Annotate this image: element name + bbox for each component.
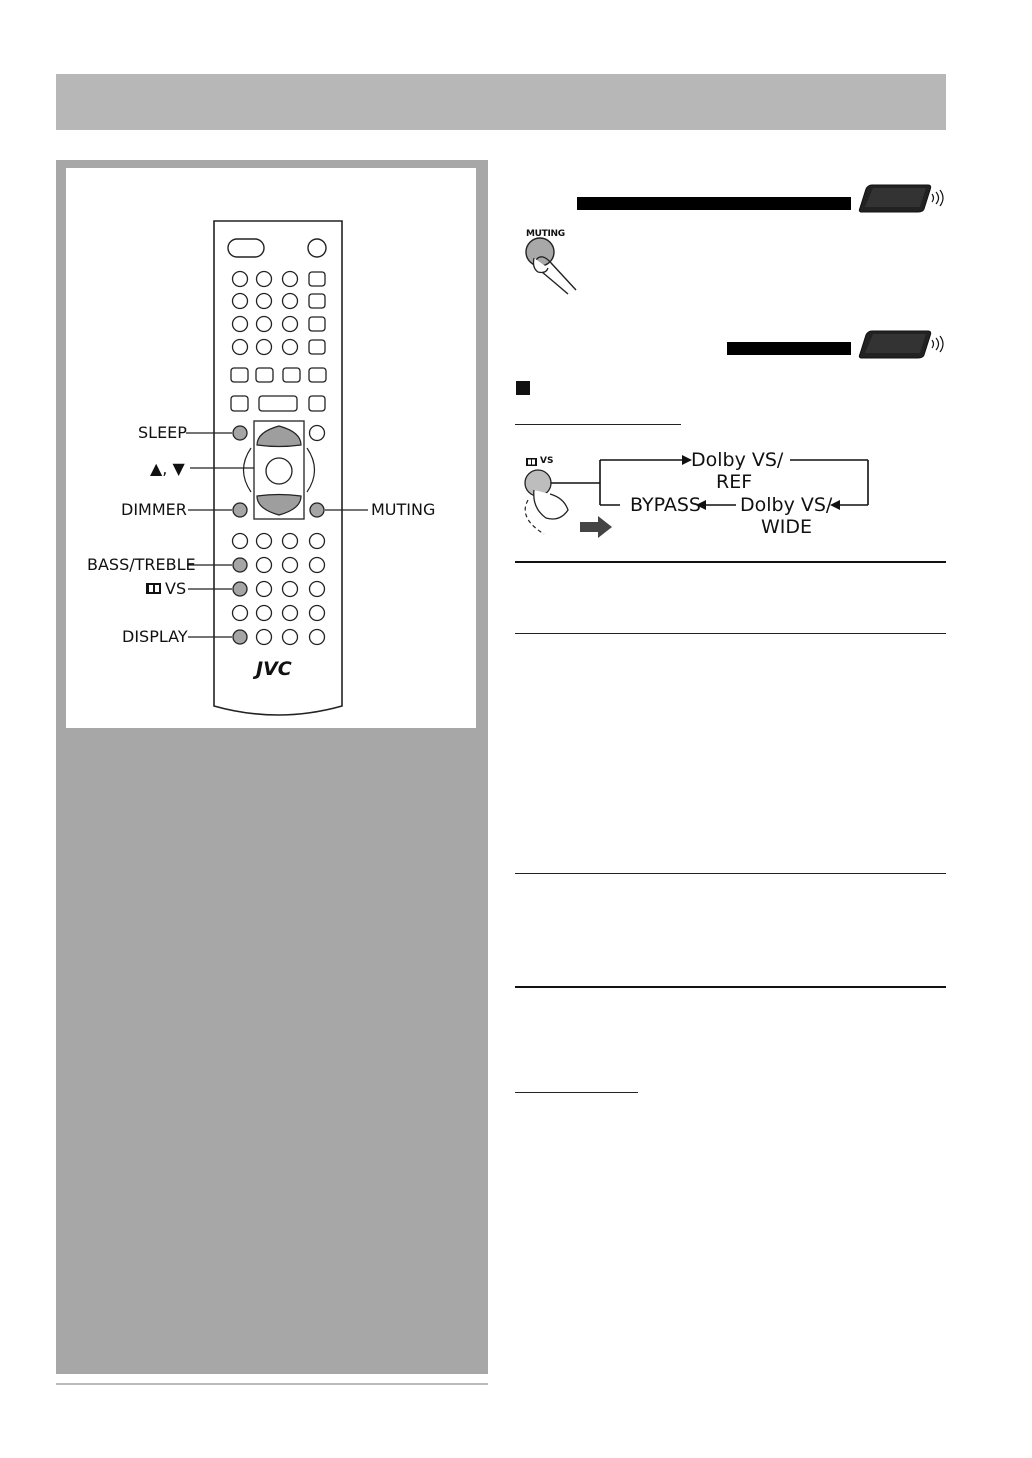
subheading-underline	[515, 424, 681, 425]
cursor-enter-button	[266, 458, 292, 484]
remote-round-button	[310, 606, 325, 621]
remote-square-button	[309, 317, 325, 331]
muting-button-caption: MUTING	[526, 229, 565, 239]
slide-arrow-icon	[580, 516, 612, 538]
small-dolby-logo-icon	[526, 458, 537, 466]
remote-round-button	[233, 272, 248, 287]
remote-round-button	[283, 272, 298, 287]
dimmer-button	[233, 503, 247, 517]
remote-round-button	[283, 606, 298, 621]
section-divider-1	[515, 561, 946, 563]
display-button	[233, 630, 247, 644]
section-divider-3	[515, 873, 946, 874]
remote-small-rect-button	[309, 396, 325, 411]
sleep-label: SLEEP	[138, 423, 187, 442]
flow-dolby-ref-line2: REF	[716, 471, 753, 493]
dimmer-label: DIMMER	[121, 500, 187, 519]
flow-bypass: BYPASS	[630, 494, 701, 516]
remote-round-button	[283, 582, 298, 597]
bass-treble-label: BASS/TREBLE	[87, 555, 196, 574]
display-label: DISPLAY	[122, 627, 188, 646]
remote-round-button	[283, 558, 298, 573]
remote-round-button	[257, 606, 272, 621]
muting-button	[310, 503, 324, 517]
remote-round-button	[257, 317, 272, 332]
remote-small-rect-button	[256, 368, 273, 382]
hand-icon	[534, 490, 568, 519]
muting-label: MUTING	[371, 500, 436, 519]
remote-power-button	[308, 239, 326, 257]
remote-square-button	[309, 272, 325, 286]
remote-round-button	[233, 294, 248, 309]
remote-round-button	[310, 534, 325, 549]
vs-button	[233, 582, 247, 596]
remote-round-button	[233, 340, 248, 355]
remote-round-button	[257, 340, 272, 355]
vs-button-caption: VS	[540, 456, 554, 466]
remote-small-rect-button	[231, 368, 248, 382]
remote-round-button	[283, 630, 298, 645]
remote-square-button	[309, 340, 325, 354]
remote-round-button	[257, 272, 272, 287]
remote-brand-logo: JVC	[256, 658, 292, 680]
remote-small-rect-button	[309, 368, 326, 382]
arrows-label: ▲, ▼	[150, 459, 185, 478]
flow-dolby-ref-line1: Dolby VS/	[691, 449, 784, 471]
remote-round-button	[310, 630, 325, 645]
vs-label: VS	[165, 579, 187, 598]
remote-badge-icon-2	[856, 328, 948, 360]
remote-round-button	[257, 294, 272, 309]
remote-round-button	[233, 606, 248, 621]
flow-dolby-wide-line1: Dolby VS/	[740, 494, 833, 516]
section-divider-4	[515, 986, 946, 988]
remote-round-button	[310, 582, 325, 597]
flow-dolby-wide-line2: WIDE	[761, 516, 813, 538]
remote-round-button	[283, 534, 298, 549]
redacted-heading-bar-2	[727, 342, 851, 355]
remote-square-button	[309, 294, 325, 308]
remote-round-button	[233, 317, 248, 332]
section-divider-2	[515, 633, 946, 634]
subsection-square-marker	[516, 381, 530, 395]
remote-top-oval-button	[228, 239, 264, 257]
redacted-heading-bar-1	[577, 197, 851, 210]
remote-round-button	[257, 582, 272, 597]
remote-round-button	[283, 340, 298, 355]
remote-wide-rect-button	[259, 396, 297, 411]
remote-round-button	[257, 558, 272, 573]
sleep-button	[233, 426, 247, 440]
remote-round-button	[283, 294, 298, 309]
remote-small-rect-button	[283, 368, 300, 382]
remote-round-button	[310, 558, 325, 573]
remote-badge-icon	[856, 182, 948, 214]
remote-round-button	[283, 317, 298, 332]
bass-treble-button	[233, 558, 247, 572]
remote-small-rect-button	[231, 396, 248, 411]
remote-round-button	[257, 630, 272, 645]
remote-round-button	[310, 426, 325, 441]
dolby-logo-icon	[146, 583, 161, 594]
remote-round-button	[257, 534, 272, 549]
subheading-underline-2	[515, 1092, 638, 1093]
remote-round-button	[233, 534, 248, 549]
